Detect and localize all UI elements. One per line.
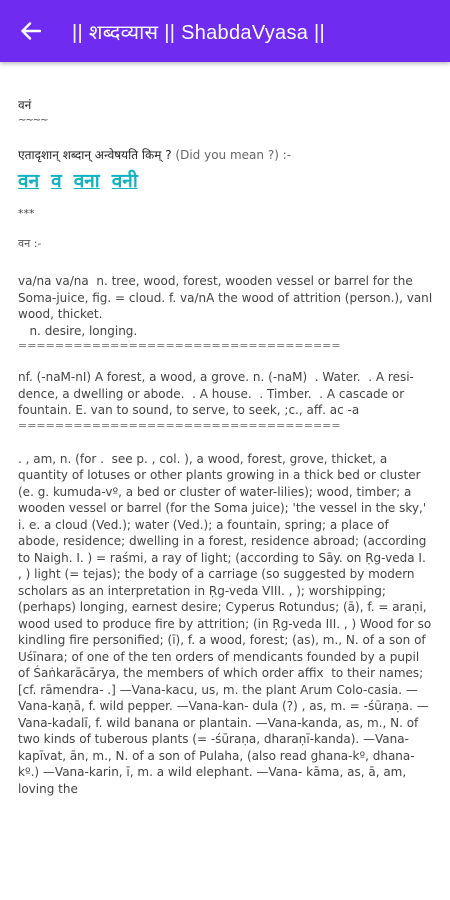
word-underline: ~~~~ xyxy=(18,115,48,126)
separator-line: =================================== xyxy=(18,418,341,432)
separator-line: =================================== xyxy=(18,339,341,352)
app-title: || शब्दव्यास || ShabdaVyasa || xyxy=(72,21,326,44)
suggestion-list xyxy=(18,167,433,193)
definition-block: nf. (-naM-nI) A forest, a wood, a grove. n. (-naM) . Water. . A resi- dence, a dwelling or abode. . A house. . Timber. . A cascade or fountain. E. van to sound, to serve, to seek, ;c., aff. ac -a xyxy=(18,370,418,417)
app-bar xyxy=(0,0,450,62)
entry-heading: वन :- xyxy=(18,237,42,250)
search-word: वनं xyxy=(18,98,32,112)
back-button[interactable] xyxy=(0,0,62,62)
did-you-mean-sanskrit: एतादृशान् शब्दान् अन्वेषयति किम् ? xyxy=(18,148,172,162)
suggestion-link[interactable]: वनी xyxy=(111,170,138,192)
did-you-mean-english: (Did you mean ?) :- xyxy=(175,148,292,162)
dictionary-content xyxy=(18,96,433,797)
section-divider-stars: *** xyxy=(18,207,35,220)
suggestion-link[interactable]: वन xyxy=(18,170,40,192)
definition-block: . , am, n. (for . see p. , col. ), a wood, forest, grove, thicket, a quantity of lotuses or other plants growing in a thick bed or cluster (e. g. kumuda-vº, a bed or cluster of water-lilies); wood, timber; a wooden vessel or barrel (for the Soma juice); 'the vessel in the sky,' i. e. a cloud (Ved.); water (Ved.); a fountain, spring; a place of abode, residence; dwelling in a forest, residence abroad; (according to Naigh. I. ) = raśmi, a ray of light; (according to Sāy. on Ṛg-veda I. , ) light (= tejas); the body of a carriage (so suggested by modern scholars as an interpretation in Ṛg-veda VIII. , ); worshipping; (perhaps) longing, earnest desire; Cyperus Rotundus; (ā), f. = araṇi, wood used to produce fire by attrition; (in Ṛg-veda III. , ) Wood for so kindling fire personified; (ī), f. a wood, forest; (as), m., N. of a son of Uśīnara; of one of the ten orders of mendicants founded by a pupil of Śaṅkarācārya, the members of which order affix to their names; [cf. rāmendra- .] —Vana-kacu, us, m. the plant Arum Colo-casia. —Vana-kaṇā, f. wild pepper. —Vana-kan- dula (?) , as, m. = -śūraṇa. —Vana-kadalī, f. wild banana or plantain. —Vana-kanda, as, m., N. of two kinds of tuberous plants (= -śūraṇa, dharaṇī-kanda). —Vana-kapīvat, ān, m., N. of a son of Pulaha, (also read ghana-kº, dhana-kº.) —Vana-karin, ī, m. a wild elephant. —Vana- kāma, as, ā, am, loving the xyxy=(18,451,435,796)
arrow-left-icon xyxy=(21,22,41,40)
definition-block: va/na va/na n. tree, wood, forest, wooden vessel or barrel for the Soma-juice, fig. = cloud. f. va/nA the wood of attrition (person.), vanI wood, thicket. n. desire, longing. xyxy=(18,274,433,338)
suggestion-link[interactable]: वना xyxy=(73,170,100,192)
did-you-mean-prompt xyxy=(18,146,433,163)
suggestion-link[interactable]: व xyxy=(51,170,62,192)
